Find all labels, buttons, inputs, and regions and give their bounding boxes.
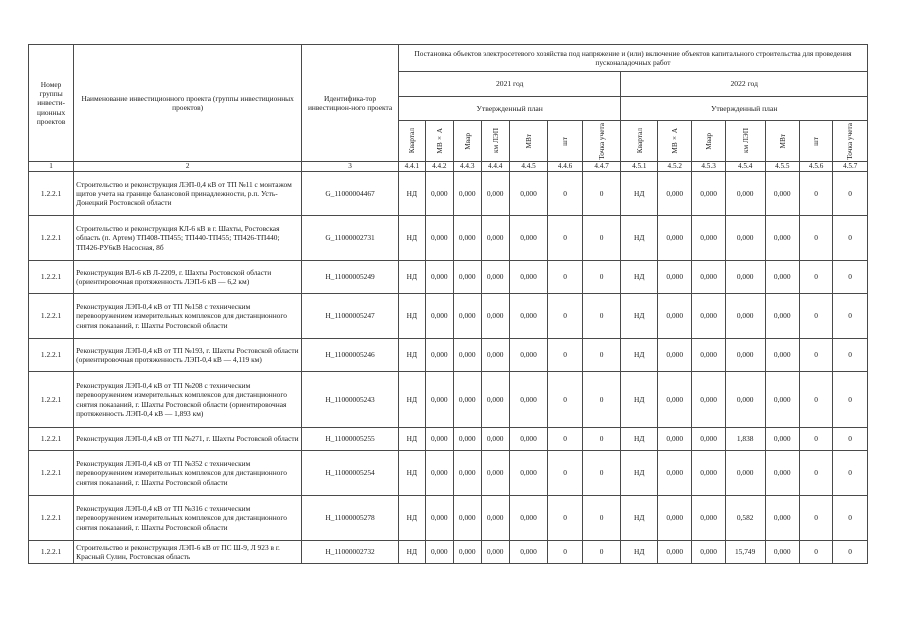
value-cell-2022: 0 [799,428,832,451]
header-approved-plan-2021: Утвержденный план [398,97,621,121]
project-id-cell: H_11000005249 [302,261,399,294]
value-cell-2022: 0 [833,339,868,372]
group-number-cell: 1.2.2.1 [29,428,74,451]
value-cell-2022: 0,000 [692,372,725,428]
value-cell-2021: 0 [548,216,582,261]
value-cell-2022: НД [621,496,658,541]
subcol-label: МВт [777,133,787,149]
value-cell-2021: НД [398,216,425,261]
subcol-label: МВт [523,133,533,149]
value-cell-2021: 0,000 [509,339,548,372]
value-cell-2021: НД [398,172,425,216]
value-cell-2022: 0 [833,372,868,428]
value-cell-2021: 0,000 [481,261,509,294]
value-cell-2021: 0,000 [509,261,548,294]
project-id-cell: H_11000005247 [302,294,399,339]
project-name-cell: Реконструкция ЛЭП-0,4 кВ от ТП №271, г. Шахты Ростовской области [74,428,302,451]
value-cell-2022: 0,000 [765,294,799,339]
project-name-cell: Строительство и реконструкция ЛЭП-6 кВ от ПС Ш-9, Л 923 в г. Красный Сулин, Ростовская область [74,541,302,564]
column-number: 4.4.5 [509,162,548,172]
value-cell-2022: 0,000 [725,451,765,496]
subcol-label: шт [560,136,570,146]
project-id-cell: H_11000005255 [302,428,399,451]
column-number: 4.4.3 [453,162,481,172]
subcol-label: км ЛЭП [490,128,500,154]
value-cell-2021: 0 [548,496,582,541]
value-cell-2021: 0 [548,294,582,339]
subcol-header-2022 [765,121,799,162]
value-cell-2021: 0 [548,261,582,294]
project-id-cell: G_11000004467 [302,172,399,216]
table-header [29,45,868,172]
table-row [29,216,868,261]
value-cell-2022: 0 [799,339,832,372]
value-cell-2021: 0,000 [509,428,548,451]
value-cell-2022: 0,000 [692,541,725,564]
project-id-cell: G_11000002731 [302,216,399,261]
value-cell-2022: 0,000 [765,216,799,261]
value-cell-2021: 0 [548,541,582,564]
value-cell-2022: 0 [833,216,868,261]
subcol-label: МВ×А [670,128,680,154]
value-cell-2021: 0,000 [425,294,453,339]
value-cell-2021: НД [398,294,425,339]
column-number: 4.5.6 [799,162,832,172]
value-cell-2021: 0 [548,451,582,496]
value-cell-2021: НД [398,261,425,294]
value-cell-2022: 0 [833,172,868,216]
value-cell-2022: 0,000 [692,496,725,541]
value-cell-2021: 0 [548,172,582,216]
subcol-label: МВ×А [434,128,444,154]
value-cell-2021: 0,000 [509,451,548,496]
value-cell-2022: 0 [833,261,868,294]
subcol-label: Точка учета [845,122,855,160]
value-cell-2022: 0,000 [765,451,799,496]
subcol-header-2022 [621,121,658,162]
value-cell-2022: 0,000 [692,172,725,216]
value-cell-2021: 0,000 [453,294,481,339]
value-cell-2022: 0,000 [692,428,725,451]
group-number-cell: 1.2.2.1 [29,261,74,294]
project-name-cell: Реконструкция ЛЭП-0,4 кВ от ТП №158 с техническим перевооружением измерительных комплексов для дистанционного снятия показаний, г. Шахты Ростовской области [74,294,302,339]
value-cell-2021: 0 [582,496,621,541]
value-cell-2022: 1,838 [725,428,765,451]
value-cell-2021: 0 [582,261,621,294]
value-cell-2021: 0,000 [425,339,453,372]
value-cell-2022: 0 [833,496,868,541]
value-cell-2021: 0,000 [425,216,453,261]
value-cell-2022: 0,000 [658,496,692,541]
value-cell-2022: 0,000 [692,261,725,294]
value-cell-2022: 0,000 [658,172,692,216]
value-cell-2022: 0,000 [692,339,725,372]
value-cell-2021: 0,000 [509,541,548,564]
value-cell-2021: 0 [582,172,621,216]
header-commissioning: Постановка объектов электросетевого хозяйства под напряжение и (или) включение объектов капитального строительства для проведения пусконаладочных работ [398,45,867,72]
value-cell-2022: 0,000 [765,372,799,428]
subcol-header-2021 [481,121,509,162]
value-cell-2021: НД [398,541,425,564]
value-cell-2022: 0,000 [658,372,692,428]
value-cell-2021: 0,000 [453,372,481,428]
group-number-cell: 1.2.2.1 [29,294,74,339]
column-number: 4.5.7 [833,162,868,172]
value-cell-2022: 0,000 [658,216,692,261]
value-cell-2021: НД [398,428,425,451]
value-cell-2021: 0,000 [509,294,548,339]
table-row [29,496,868,541]
column-number: 4.4.7 [582,162,621,172]
value-cell-2022: НД [621,339,658,372]
value-cell-2022: 0,000 [725,339,765,372]
value-cell-2021: 0,000 [509,372,548,428]
table-row [29,541,868,564]
column-number: 4.4.1 [398,162,425,172]
project-name-cell: Строительство и реконструкция ЛЭП-0,4 кВ от ТП №11 с монтажом щитов учета на границе балансовой принадлежности, р.п. Усть-Донецкий Ростовской области [74,172,302,216]
subcol-header-2022 [658,121,692,162]
subcol-header-2021 [398,121,425,162]
value-cell-2021: НД [398,372,425,428]
header-approved-plan-2022: Утвержденный план [621,97,868,121]
table-row [29,294,868,339]
value-cell-2022: 0,000 [692,294,725,339]
table-row [29,339,868,372]
value-cell-2021: 0,000 [425,541,453,564]
value-cell-2022: 0,000 [658,339,692,372]
value-cell-2021: 0,000 [481,372,509,428]
group-number-cell: 1.2.2.1 [29,172,74,216]
subcol-header-2021 [509,121,548,162]
project-name-cell: Реконструкция ЛЭП-0,4 кВ от ТП №316 с техническим перевооружением измерительных комплексов для дистанционного снятия показаний, г. Шахты Ростовской области [74,496,302,541]
column-number: 4.4.2 [425,162,453,172]
document-page [28,44,868,564]
column-number: 4.5.1 [621,162,658,172]
subcol-label: Точка учета [596,122,606,160]
value-cell-2022: 0 [833,451,868,496]
subcol-label: Квартал [407,128,417,154]
header-year-2022: 2022 год [621,72,868,97]
project-name-cell: Реконструкция ЛЭП-0,4 кВ от ТП №193, г. Шахты Ростовской области (ориентировочная протяженность ЛЭП-0,4 кВ — 4,119 км) [74,339,302,372]
value-cell-2022: 0,000 [658,261,692,294]
value-cell-2021: 0,000 [481,428,509,451]
value-cell-2021: 0,000 [453,496,481,541]
value-cell-2022: 0 [799,294,832,339]
value-cell-2021: 0,000 [453,172,481,216]
value-cell-2021: 0,000 [481,172,509,216]
subcol-header-2021 [548,121,582,162]
value-cell-2022: НД [621,216,658,261]
value-cell-2022: 0,000 [725,261,765,294]
value-cell-2022: 0,000 [765,428,799,451]
value-cell-2021: 0 [582,428,621,451]
value-cell-2022: 0,000 [725,172,765,216]
value-cell-2021: 0,000 [453,451,481,496]
project-id-cell: H_11000005254 [302,451,399,496]
value-cell-2022: НД [621,261,658,294]
project-id-cell: H_11000005278 [302,496,399,541]
value-cell-2022: 0,000 [765,541,799,564]
column-number: 2 [74,162,302,172]
project-id-cell: H_11000002732 [302,541,399,564]
value-cell-2021: 0,000 [509,496,548,541]
subcol-label: Мвар [462,132,472,150]
subcol-header-2022 [692,121,725,162]
value-cell-2022: 0,000 [725,294,765,339]
column-number: 4.4.6 [548,162,582,172]
value-cell-2022: 15,749 [725,541,765,564]
subcol-label: Мвар [703,132,713,150]
column-number: 4.4.4 [481,162,509,172]
value-cell-2022: 0,000 [692,451,725,496]
value-cell-2022: 0 [799,496,832,541]
value-cell-2021: 0,000 [453,541,481,564]
value-cell-2022: НД [621,428,658,451]
value-cell-2021: 0 [582,216,621,261]
value-cell-2021: 0,000 [481,541,509,564]
group-number-cell: 1.2.2.1 [29,216,74,261]
investment-projects-table [28,44,868,564]
value-cell-2022: 0,000 [658,294,692,339]
value-cell-2022: 0 [799,541,832,564]
column-number: 3 [302,162,399,172]
value-cell-2022: НД [621,294,658,339]
value-cell-2021: 0,000 [425,428,453,451]
table-row [29,261,868,294]
value-cell-2022: 0 [833,541,868,564]
value-cell-2021: 0 [548,339,582,372]
value-cell-2022: 0,000 [765,261,799,294]
project-name-cell: Строительство и реконструкция КЛ-6 кВ в г. Шахты, Ростовская область (п. Артем) ТП408-ТП455; ТП440-ТП455; ТП426-ТП440; ТП426-РУ6кВ Насосная, 8б [74,216,302,261]
value-cell-2021: 0,000 [453,339,481,372]
column-number: 4.5.2 [658,162,692,172]
value-cell-2021: 0,000 [425,496,453,541]
group-number-cell: 1.2.2.1 [29,372,74,428]
value-cell-2021: 0 [548,372,582,428]
value-cell-2021: 0,000 [509,172,548,216]
group-number-cell: 1.2.2.1 [29,451,74,496]
column-number: 4.5.4 [725,162,765,172]
value-cell-2021: 0,000 [481,496,509,541]
value-cell-2022: 0,000 [692,216,725,261]
value-cell-2021: 0,000 [481,451,509,496]
subcol-header-2021 [453,121,481,162]
value-cell-2021: 0,000 [453,261,481,294]
value-cell-2022: НД [621,172,658,216]
table-body [29,172,868,564]
project-name-cell: Реконструкция ЛЭП-0,4 кВ от ТП №208 с техническим перевооружением измерительных комплексов для дистанционного снятия показаний, г. Шахты Ростовской области (ориентировочная протяженность ЛЭП-0,4 кВ — 1,893 км) [74,372,302,428]
value-cell-2022: 0,000 [725,372,765,428]
project-name-cell: Реконструкция ЛЭП-0,4 кВ от ТП №352 с техническим перевооружением измерительных комплексов для дистанционного снятия показаний, г. Шахты Ростовской области [74,451,302,496]
value-cell-2021: 0,000 [425,261,453,294]
column-number: 1 [29,162,74,172]
value-cell-2022: НД [621,541,658,564]
subcol-label: шт [811,136,821,146]
header-project-name: Наименование инвестиционного проекта (группы инвестиционных проектов) [74,45,302,162]
value-cell-2022: 0 [799,261,832,294]
value-cell-2022: 0,000 [765,172,799,216]
value-cell-2022: 0 [833,294,868,339]
header-year-2021: 2021 год [398,72,621,97]
group-number-cell: 1.2.2.1 [29,496,74,541]
subcol-header-2022 [833,121,868,162]
value-cell-2022: 0,000 [765,496,799,541]
value-cell-2022: 0 [833,428,868,451]
value-cell-2021: 0,000 [481,294,509,339]
group-number-cell: 1.2.2.1 [29,541,74,564]
subcol-header-2022 [799,121,832,162]
group-number-cell: 1.2.2.1 [29,339,74,372]
value-cell-2021: 0,000 [453,216,481,261]
value-cell-2021: 0 [582,372,621,428]
value-cell-2022: 0,000 [658,451,692,496]
project-id-cell: H_11000005243 [302,372,399,428]
project-id-cell: H_11000005246 [302,339,399,372]
value-cell-2021: 0,000 [453,428,481,451]
value-cell-2022: 0 [799,372,832,428]
value-cell-2022: 0,000 [765,339,799,372]
table-row [29,451,868,496]
header-group-no: Номер группы инвести-ционных проектов [29,45,74,162]
value-cell-2022: 0,000 [725,216,765,261]
subcol-label: Квартал [634,128,644,154]
column-number: 4.5.3 [692,162,725,172]
table-row [29,372,868,428]
column-number: 4.5.5 [765,162,799,172]
value-cell-2021: 0 [582,541,621,564]
value-cell-2021: 0,000 [481,339,509,372]
value-cell-2021: 0 [548,428,582,451]
value-cell-2022: 0,000 [658,541,692,564]
value-cell-2021: 0,000 [425,451,453,496]
value-cell-2022: 0,000 [658,428,692,451]
value-cell-2022: 0,582 [725,496,765,541]
value-cell-2022: 0 [799,451,832,496]
value-cell-2021: 0 [582,339,621,372]
subcol-header-2022 [725,121,765,162]
value-cell-2021: 0,000 [425,372,453,428]
value-cell-2021: НД [398,451,425,496]
value-cell-2021: 0,000 [509,216,548,261]
value-cell-2021: 0,000 [425,172,453,216]
project-name-cell: Реконструкция ВЛ-6 кВ Л-2209, г. Шахты Ростовской области (ориентировочная протяженность ЛЭП-6 кВ — 6,2 км) [74,261,302,294]
subcol-header-2021 [582,121,621,162]
table-row [29,428,868,451]
value-cell-2021: 0,000 [481,216,509,261]
header-project-id: Идентифика-тор инвестицион-ного проекта [302,45,399,162]
subcol-header-2021 [425,121,453,162]
value-cell-2022: 0 [799,216,832,261]
value-cell-2022: НД [621,451,658,496]
value-cell-2022: 0 [799,172,832,216]
value-cell-2021: НД [398,496,425,541]
table-row [29,172,868,216]
subcol-label: км ЛЭП [740,128,750,154]
value-cell-2021: НД [398,339,425,372]
value-cell-2022: НД [621,372,658,428]
value-cell-2021: 0 [582,294,621,339]
value-cell-2021: 0 [582,451,621,496]
